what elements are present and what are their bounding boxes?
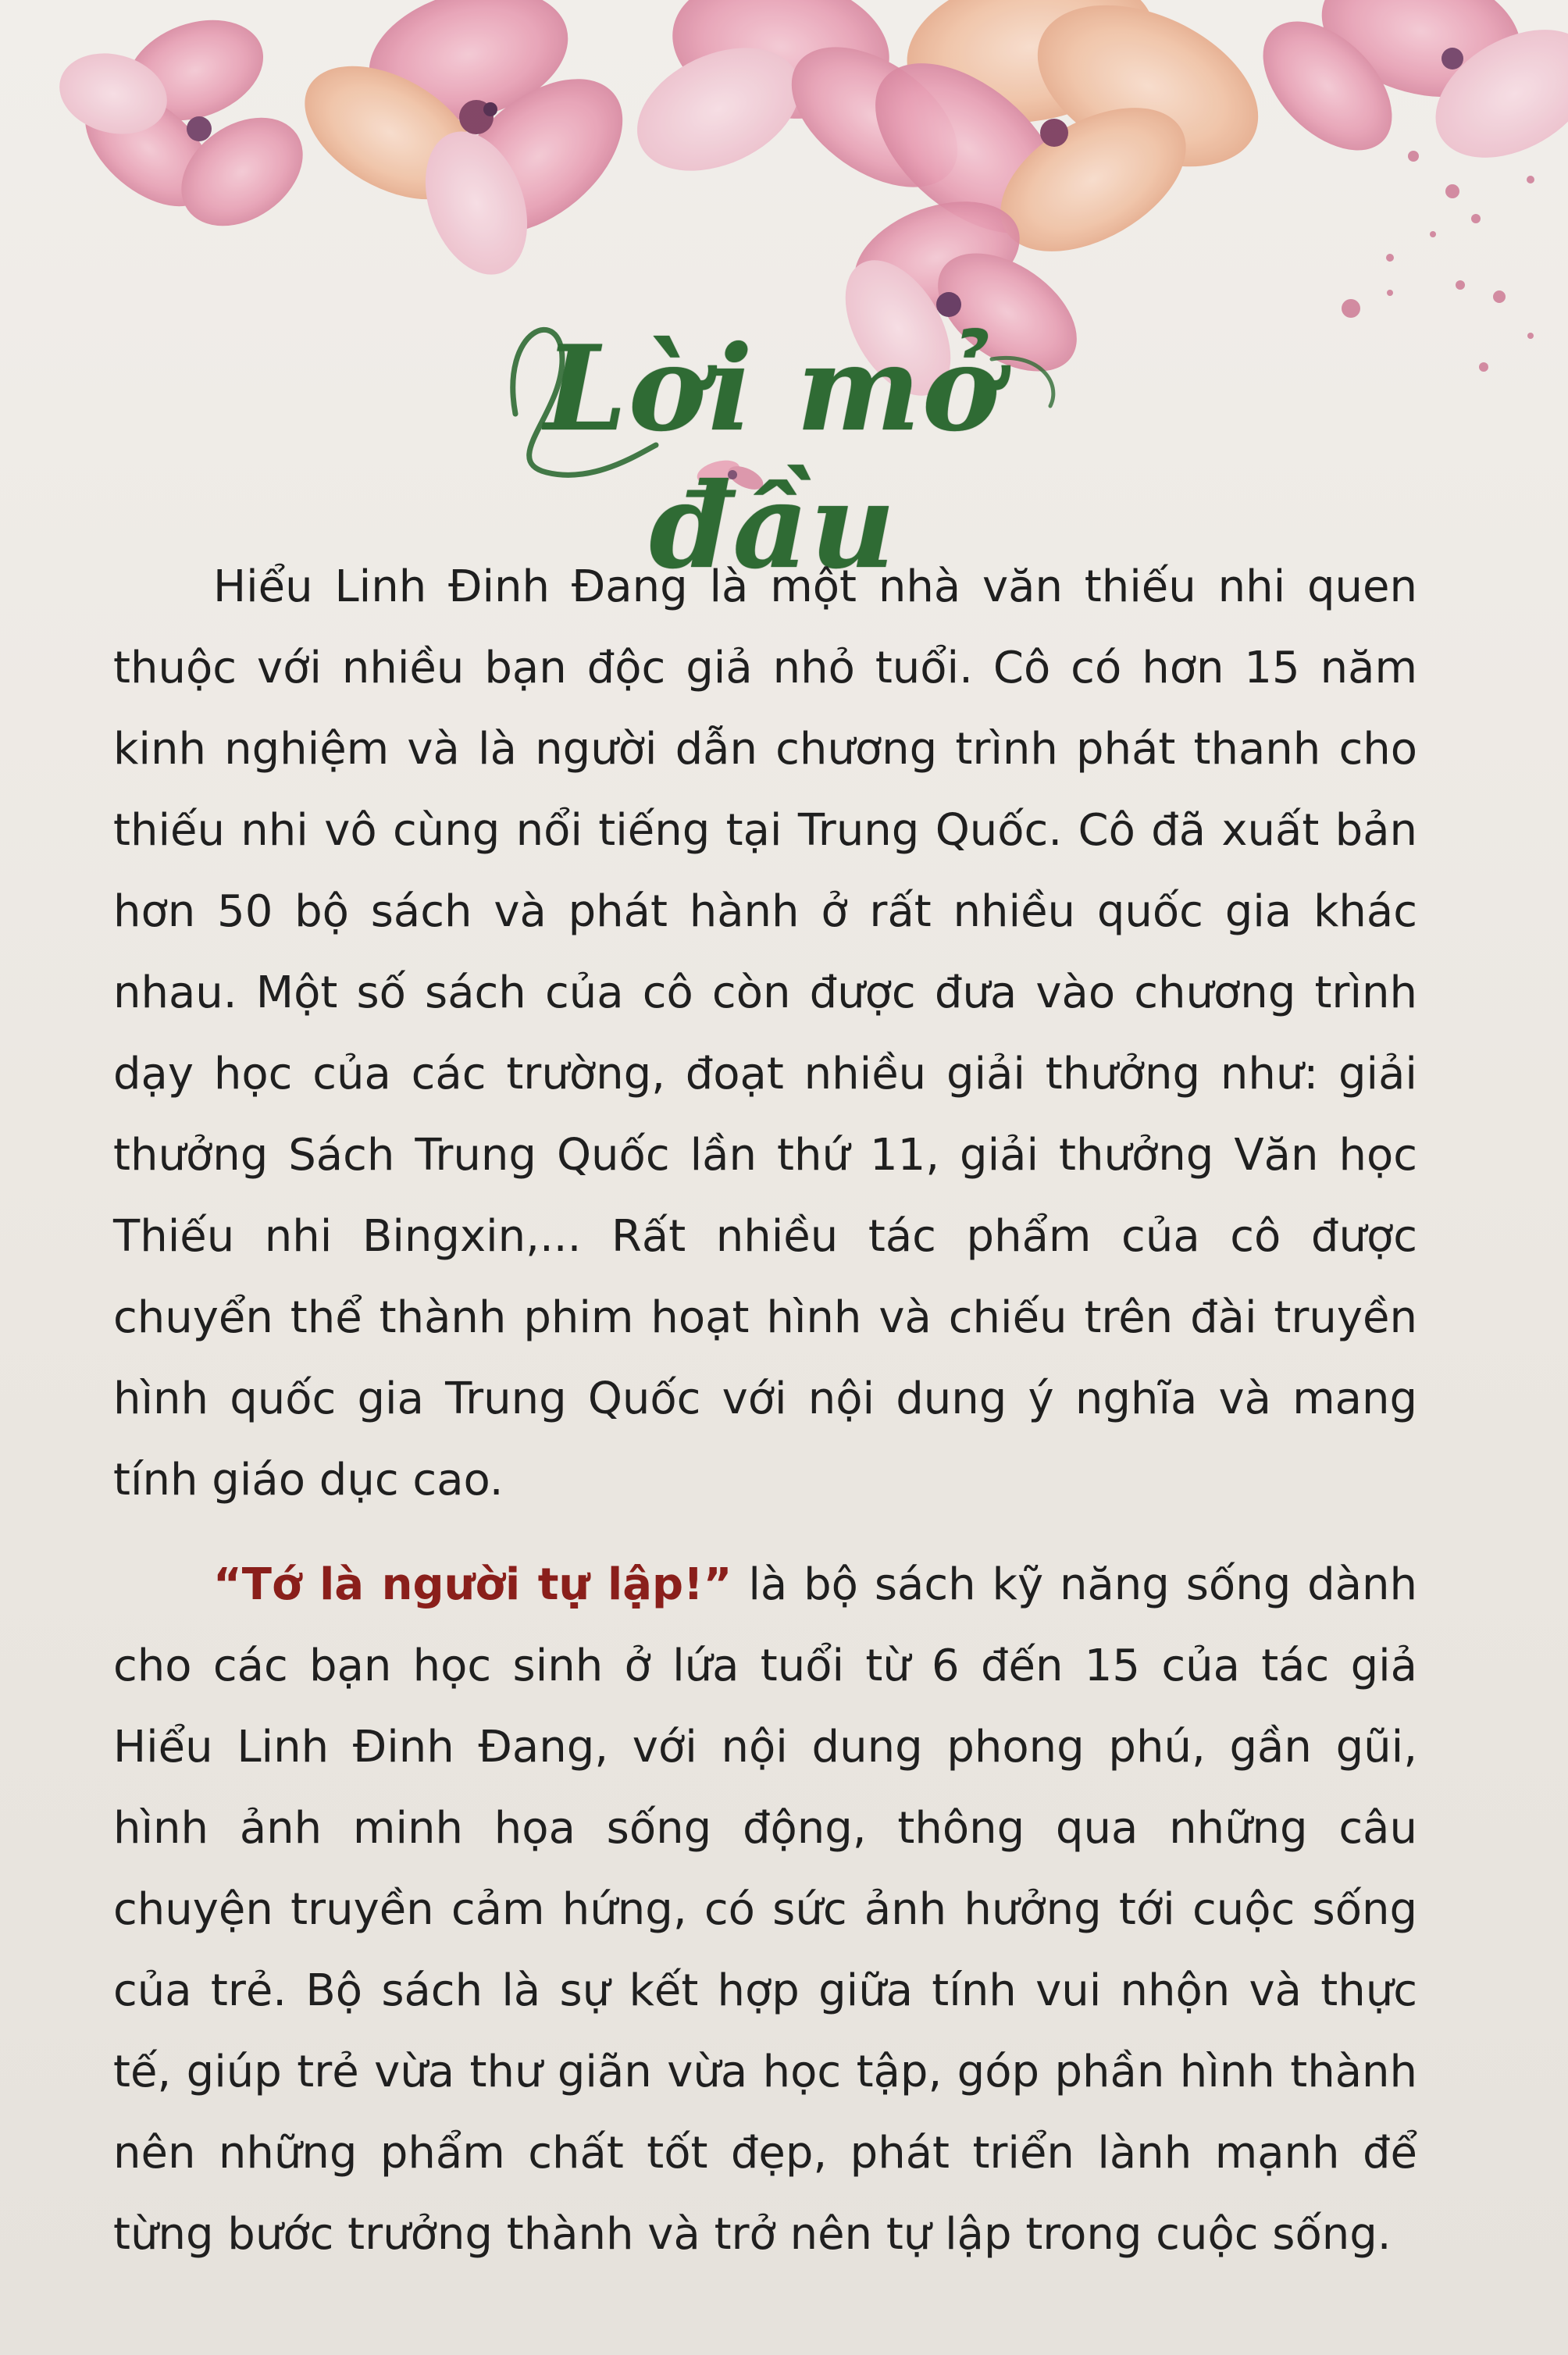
series-description: là bộ sách kỹ năng sống dành cho các bạn học sinh ở lứa tuổi từ 6 đến 15 của tác giả Hiểu Linh Đinh Đang, với nội dung phong phú, gần gũi, hình ảnh minh họa sống động, thông qua những câu chuyện truyền cảm hứng, có sức ảnh hưởng tới cuộc sống của trẻ. Bộ sách là sự kết hợp giữa tính vui nhộn và thực tế, giúp trẻ vừa thư giãn vừa học tập, góp phần hình thành nên những phẩm chất tốt đẹp, phát triển lành mạnh để từng bước trưởng thành và trở nên tự lập trong cuộc sống. xyxy=(113,1559,1417,2260)
intro-paragraph: Hiểu Linh Đinh Đang là một nhà văn thiếu nhi quen thuộc với nhiều bạn độc giả nhỏ tuổi. Cô có hơn 15 năm kinh nghiệm và là người dẫn chương trình phát thanh cho thiếu nhi vô cùng nổi tiếng tại Trung Quốc. Cô đã xuất bản hơn 50 bộ sách và phát hành ở rất nhiều quốc gia khác nhau. Một số sách của cô còn được đưa vào chương trình dạy học của các trường, đoạt nhiều giải thưởng như: giải thưởng Sách Trung Quốc lần thứ 11, giải thưởng Văn học Thiếu nhi Bingxin,... Rất nhiều tác phẩm của cô được chuyển thể thành phim hoạt hình và chiếu trên đài truyền hình quốc gia Trung Quốc với nội dung ý nghĩa và mang tính giáo dục cao. xyxy=(113,561,1417,1505)
series-paragraph xyxy=(113,1544,1417,2275)
series-title: “Tớ là người tự lập!” xyxy=(213,1559,732,1610)
page-title: Lời mở đầu xyxy=(544,320,1002,595)
body-text xyxy=(113,547,1417,2299)
flower-left xyxy=(50,2,323,248)
flower-center-left xyxy=(282,0,651,289)
flower-top-right xyxy=(1239,0,1568,184)
